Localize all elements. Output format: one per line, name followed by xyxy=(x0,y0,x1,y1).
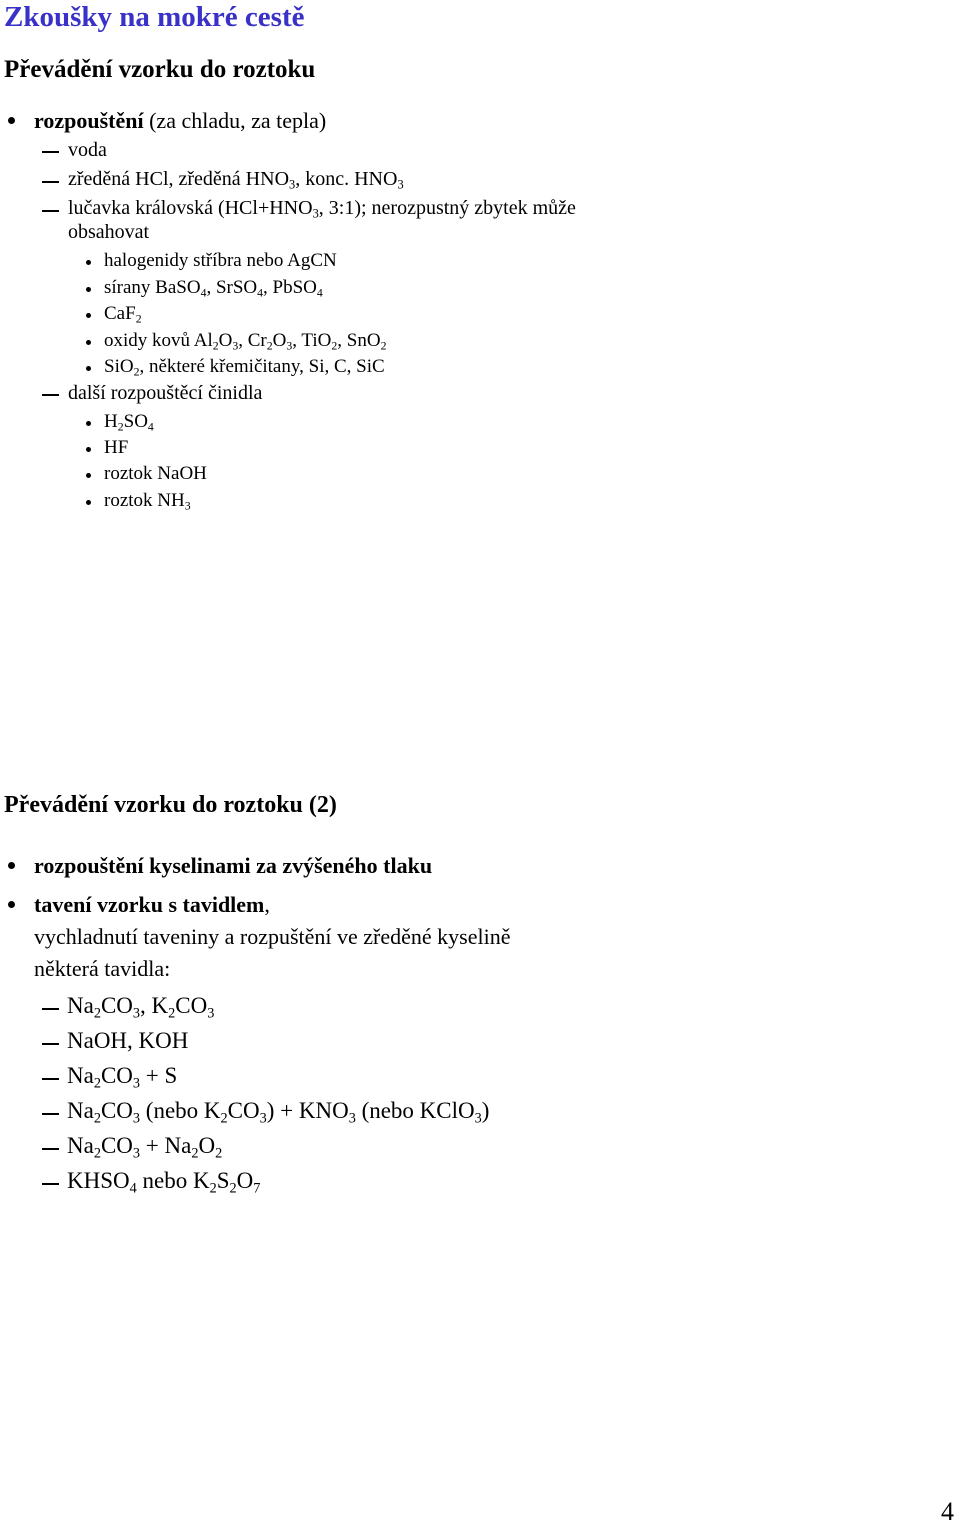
subsub-item: SiO$_2$, některé křemičitany, Si, C, SiC xyxy=(104,356,385,379)
dash-icon xyxy=(42,1043,59,1045)
bullet-icon xyxy=(8,117,15,124)
dash-icon xyxy=(42,1183,59,1185)
list-item-cont: vychladnutí taveniny a rozpuštění ve zředěné kyselině xyxy=(34,924,511,949)
subsub-item: halogenidy stříbra nebo AgCN xyxy=(104,250,337,271)
dash-icon xyxy=(42,1113,59,1115)
list-item-cont: některá tavidla: xyxy=(34,956,171,981)
subsub-item: roztok $NH_3$ xyxy=(104,490,191,513)
bullet-icon xyxy=(86,260,91,265)
list-item xyxy=(34,108,326,134)
dash-icon xyxy=(42,1078,59,1080)
subsub-item: $H_2SO_4$ xyxy=(104,411,154,434)
subsub-item: roztok NaOH xyxy=(104,463,207,484)
subsub-item: oxidy kovů $Al_2O_3$, $Cr_2O_3$, TiO$_2$, SnO$_2$ xyxy=(104,330,387,353)
dash-icon xyxy=(42,151,59,153)
bullet-icon xyxy=(86,500,91,505)
item-text: (za chladu, za tepla) xyxy=(143,108,327,133)
sub-item-zredena: zředěná HCl, zředěná $HNO_3$, konc. $HNO_3$ xyxy=(68,168,404,192)
bullet-icon xyxy=(86,421,91,426)
sub-item-voda: voda xyxy=(68,139,107,161)
subsub-item: HF xyxy=(104,437,129,458)
dash-icon xyxy=(42,210,59,212)
bullet-icon xyxy=(8,862,15,869)
flux-item: NaOH, KOH xyxy=(67,1028,189,1053)
subsub-item: sírany BaSO$_4$, SrSO$_4$, PbSO$_4$ xyxy=(104,277,323,300)
bullet-icon xyxy=(86,366,91,371)
flux-item: $Na_2CO_3 + Na_2O_2$ xyxy=(67,1133,223,1162)
dash-icon xyxy=(42,1148,59,1150)
bullet-icon xyxy=(86,313,91,318)
dash-icon xyxy=(42,181,59,183)
flux-item: $KHSO_4$ nebo $K_2S_2O_7$ xyxy=(67,1168,261,1197)
bullet-icon xyxy=(86,447,91,452)
sub-item-dalsi: další rozpouštěcí činidla xyxy=(68,382,263,404)
page-number: 4 xyxy=(941,1497,954,1526)
list-item: rozpouštění kyselinami za zvýšeného tlaku xyxy=(34,853,433,878)
sub-item-lucavka: lučavka královská ($HCl+HNO_3$, 3:1); nerozpustný zbytek může xyxy=(68,197,576,221)
section-heading-2: Převádění vzorku do roztoku (2) xyxy=(4,792,337,818)
flux-item: $Na_2CO_3 + S$ xyxy=(67,1063,178,1092)
page-title: Zkoušky na mokré cestě xyxy=(4,1,305,33)
sub-item-lucavka-cont: obsahovat xyxy=(68,221,150,243)
dash-icon xyxy=(42,1008,59,1010)
bullet-icon xyxy=(8,901,15,908)
dash-icon xyxy=(42,394,59,396)
flux-item: $Na_2CO_3$, $K_2CO_3$ xyxy=(67,993,215,1022)
list-item: tavení vzorku s tavidlem, xyxy=(34,892,270,917)
section-heading: Převádění vzorku do roztoku xyxy=(4,56,316,83)
item-bold: rozpouštění xyxy=(34,108,144,133)
subsub-item: CaF$_2$ xyxy=(104,303,142,326)
bullet-icon xyxy=(86,287,91,292)
bullet-icon xyxy=(86,473,91,478)
flux-item: $Na_2CO_3$ (nebo $K_2CO_3) + KNO_3$ (nebo KClO$_3$) xyxy=(67,1098,490,1127)
bullet-icon xyxy=(86,340,91,345)
